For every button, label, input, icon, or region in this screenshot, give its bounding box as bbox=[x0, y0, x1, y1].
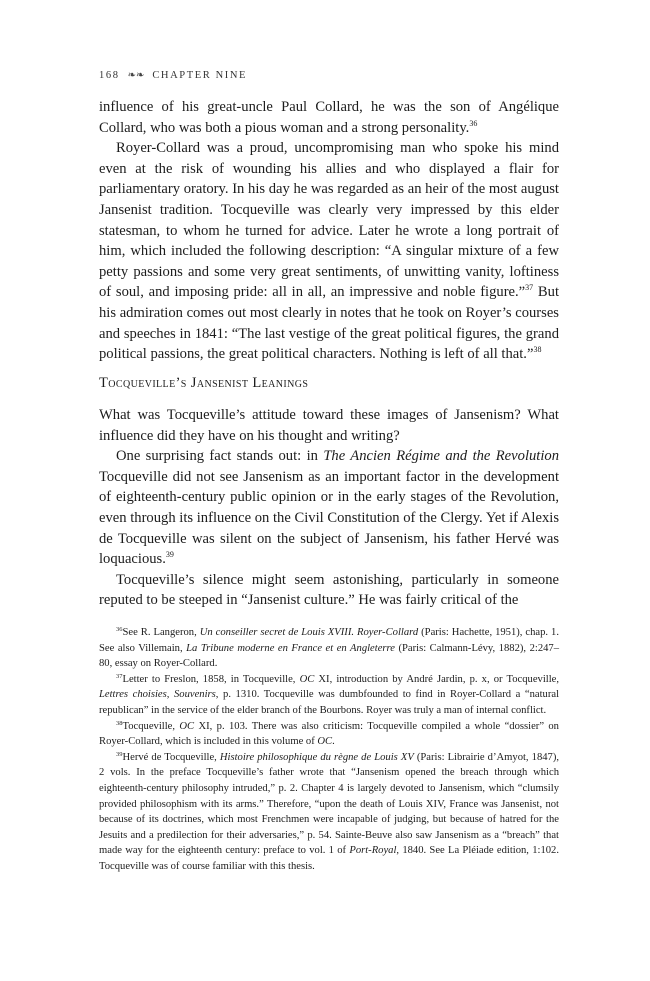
section-text bbox=[99, 405, 559, 611]
paragraph: Royer-Collard was a proud, uncompromising man who spoke his mind even at the risk of wounding his allies and who displayed a flair for parliamentary oratory. In his day he was regarded as an heir of the most august Jansenist tradition. Tocqueville was clearly very impressed by this elder statesman, to whom he turned for advice. Later he wrote a long portrait of him, which included the following description: “A singular mixture of a few petty passions and some very great sentiments, of unwitting vanity, loftiness of soul, and imposing pride: all in all, an impressive and noble figure.”$^{37}$ But his admiration comes out most clearly in notes that he took on Royer’s courses and speeches in 1841: “The last vestige of the great political figures, the grand political passions, the great political characters. Nothing is left of all that.”$^{38}$ bbox=[99, 140, 560, 363]
footnote-ref: 39 bbox=[165, 550, 174, 560]
footnotes bbox=[99, 625, 559, 875]
section-heading: Tocqueville’s Jansenist Leanings bbox=[99, 375, 309, 391]
footnote-ref: 37 bbox=[525, 283, 534, 293]
paragraph: Tocqueville’s silence might seem astonishing, particularly in someone reputed to be steeped in “Jansenist culture.” He was fairly critical of the bbox=[99, 571, 559, 609]
fleuron-icon: ❧❧ bbox=[127, 70, 145, 81]
footnote-ref: 36 bbox=[469, 118, 478, 128]
footnote-39: $^{39}$Hervé de Tocqueville, Histoire philosophique du règne de Louis XV (Paris: Librairie d’Amyot, 1847), 2 vols. In the preface Tocqueville’s father wrote that “Jansenism opened the breach through which eighteenth-century philosophy intruded,” p. 2. Chapter 4 is largely devoted to Jansenism, which “clumsily provided philosophism with its arms.” Therefore, “upon the death of Louis XIV, France was Jansenist, not because of its doctrines, which most Frenchmen were incapable of judging, but because of hatred for the Jesuits and a predilection for their adversaries,” p. 54. Sainte-Beuve also saw Jansenism as a “breach” that made way for the eighteenth century: preface to vol. 1 of Port-Royal, 1840. See La Pléiade edition, 1:102. Tocqueville was of course familiar with this thesis. bbox=[99, 750, 560, 872]
running-head bbox=[99, 70, 247, 81]
chapter-title: CHAPTER NINE bbox=[152, 70, 248, 81]
book-title: The Ancien Régime and the Revolution bbox=[323, 448, 559, 465]
page-number: 168 bbox=[99, 70, 120, 81]
paragraph: One surprising fact stands out: in The Ancien Régime and the Revolution Tocqueville did not see Jansenism as an important factor in the development of eighteenth-century public opinion or in the early stages of the Revolution, even through its influence on the Civil Constitution of the Clergy. Yet if Alexis de Tocqueville was silent on the subject of Jansenism, his father Hervé was loquacious.$^{39}$ bbox=[99, 448, 559, 568]
paragraph: What was Tocqueville’s attitude toward these images of Jansenism? What influence did they have on his thought and writing? bbox=[99, 407, 559, 444]
paragraph: influence of his great-uncle Paul Collard, he was the son of Angélique Collard, who was both a pious woman and a strong personality.$^{36}$ bbox=[99, 99, 559, 136]
footnote-37: $^{37}$Letter to Freslon, 1858, in Tocqueville, OC XI, introduction by André Jardin, p. x, or Tocqueville, Lettres choisies, Souvenirs, p. 1310. Tocqueville was dumbfounded to find in Royer-Collard a “natural republican” in the service of the elder branch of the Bourbons. Royer was truly a man of internal conflict. bbox=[99, 672, 560, 716]
main-text bbox=[99, 97, 559, 365]
footnote-36: $^{36}$See R. Langeron, Un conseiller secret de Louis XVIII. Royer-Collard (Paris: Hachette, 1951), chap. 1. See also Villemain, La Tribune moderne en France et en Angleterre (Paris: Calmann-Lévy, 1882), 2:247–80, essay on Royer-Collard. bbox=[99, 626, 560, 670]
footnote-38: $^{38}$Tocqueville, OC XI, p. 103. There was also criticism: Tocqueville compiled a whole “dossier” on Royer-Collard, which is included in this volume of OC. bbox=[99, 719, 559, 748]
footnote-ref: 38 bbox=[533, 345, 542, 355]
